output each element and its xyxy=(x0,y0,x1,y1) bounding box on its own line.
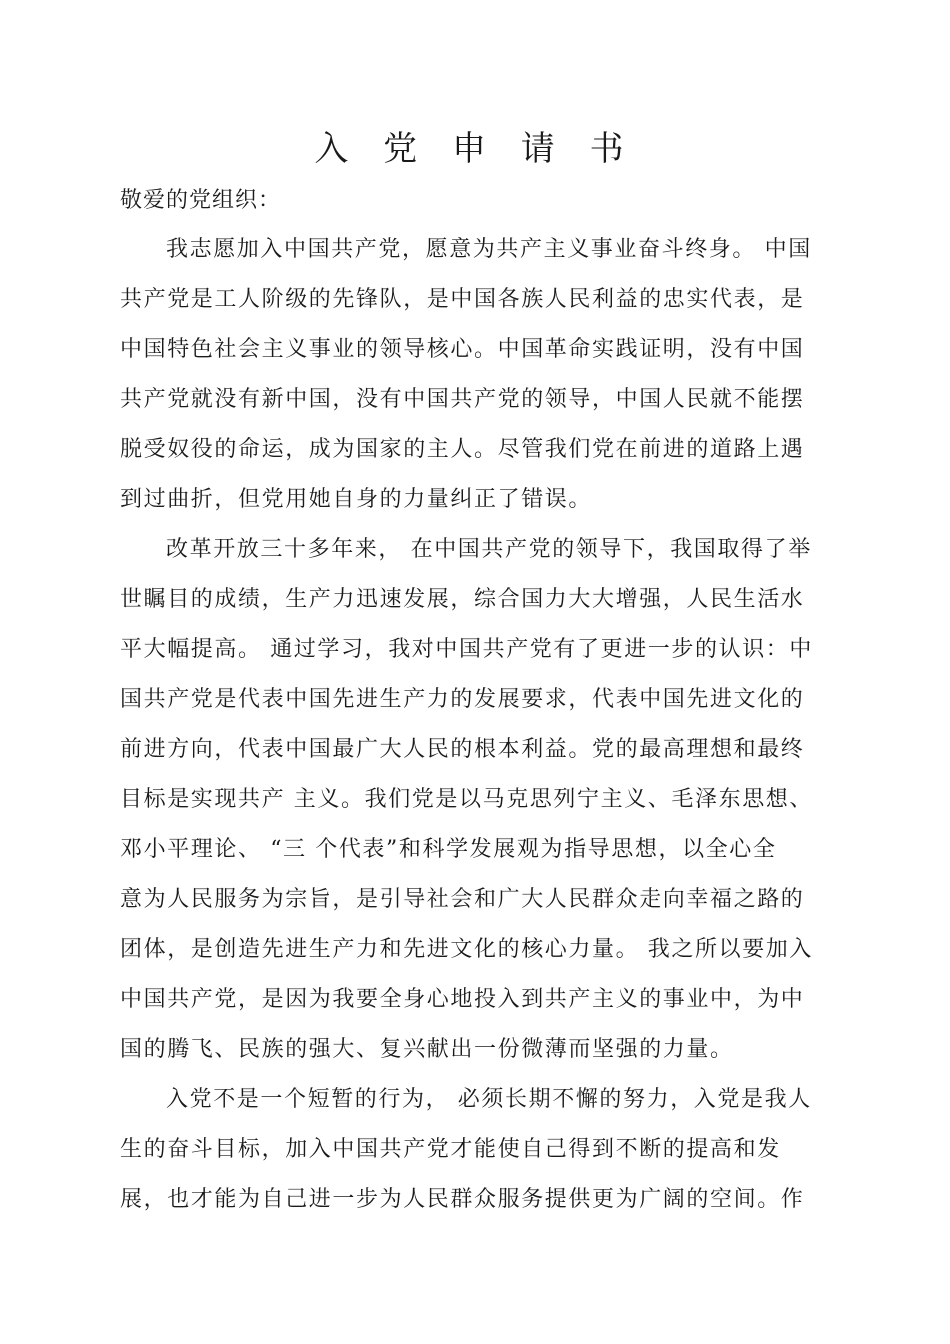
paragraph-line: 意为人民服务为宗旨，是引导社会和广大人民群众走向幸福之路的 xyxy=(120,887,805,912)
paragraph-line: 国共产党是代表中国先进生产力的发展要求，代表中国先进文化的 xyxy=(120,687,805,712)
paragraph-line: 前进方向，代表中国最广大人民的根本利益。党的最高理想和最终 xyxy=(120,737,805,762)
paragraph-line: 团体，是创造先进生产力和先进文化的核心力量。 我之所以要加入 xyxy=(120,937,813,962)
salutation: 敬爱的党组织： xyxy=(120,188,282,213)
paragraph-line: 平大幅提高。 通过学习，我对中国共产党有了更进一步的认识：中 xyxy=(120,637,813,662)
paragraph-line: 邓小平理论、 “三 个代表”和科学发展观为指导思想，以全心全 xyxy=(120,837,777,862)
paragraph-line: 脱受奴役的命运，成为国家的主人。尽管我们党在前进的道路上遇 xyxy=(120,437,805,462)
paragraph-line: 改革开放三十多年来， 在中国共产党的领导下，我国取得了举 xyxy=(166,537,812,562)
paragraph-line: 中国共产党，是因为我要全身心地投入到共产主义的事业中，为中 xyxy=(120,987,805,1012)
paragraph-line: 生的奋斗目标，加入中国共产党才能使自己得到不断的提高和发 xyxy=(120,1137,781,1162)
paragraph-line: 目标是实现共产 主义。我们党是以马克思列宁主义、毛泽东思想、 xyxy=(120,787,813,812)
paragraph-line: 世瞩目的成绩，生产力迅速发展，综合国力大大增强，人民生活水 xyxy=(120,587,805,612)
paragraph-line: 共产党就没有新中国，没有中国共产党的领导，中国人民就不能摆 xyxy=(120,387,805,412)
paragraph-line: 国的腾飞、民族的强大、复兴献出一份微薄而坚强的力量。 xyxy=(120,1037,734,1062)
paragraph-line: 共产党是工人阶级的先锋队，是中国各族人民利益的忠实代表，是 xyxy=(120,287,805,312)
document-title: 入 党 申 请 书 xyxy=(314,129,636,169)
paragraph-line: 展，也才能为自己进一步为人民群众服务提供更为广阔的空间。作 xyxy=(120,1187,805,1212)
paragraph-line: 入党不是一个短暂的行为， 必须长期不懈的努力，入党是我人 xyxy=(166,1087,812,1112)
paragraph-line: 中国特色社会主义事业的领导核心。中国革命实践证明，没有中国 xyxy=(120,337,805,362)
paragraph-line: 我志愿加入中国共产党，愿意为共产主义事业奋斗终身。 中国 xyxy=(166,237,812,262)
paragraph-line: 到过曲折，但党用她自身的力量纠正了错误。 xyxy=(120,487,593,512)
